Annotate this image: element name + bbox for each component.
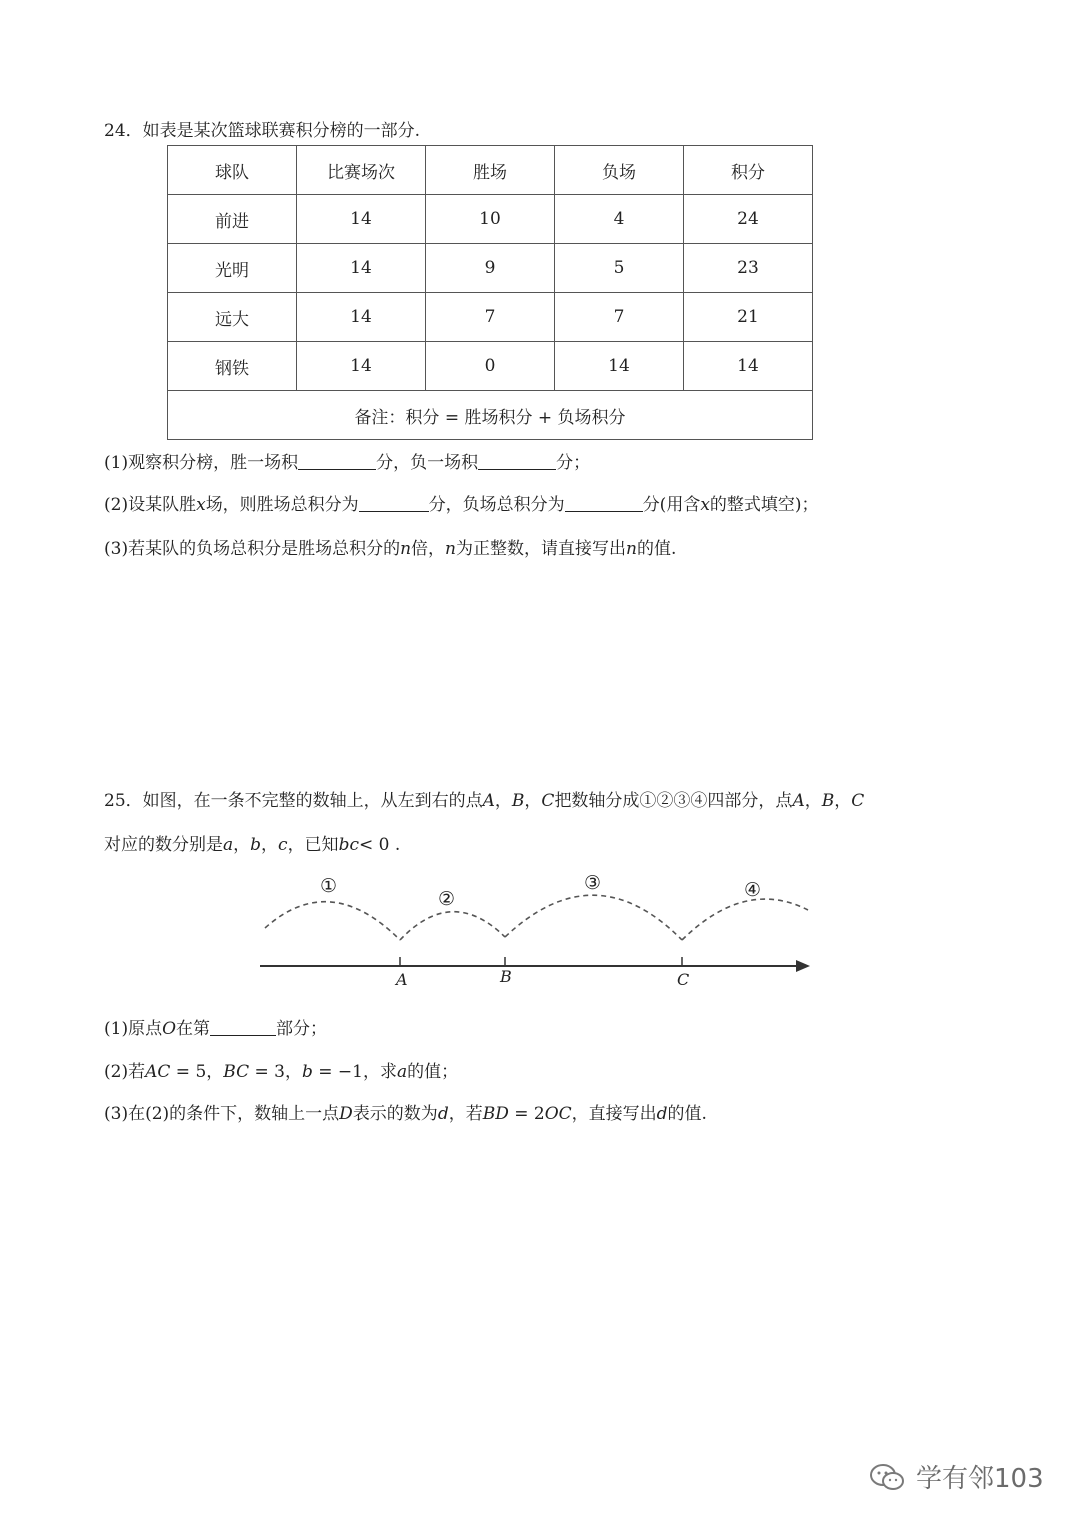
text: 的整式填空)； xyxy=(709,495,819,515)
text: = 2 xyxy=(508,1104,545,1124)
text: = 5， xyxy=(170,1062,224,1082)
text: (1)原点 xyxy=(104,1019,163,1039)
answer-blank[interactable] xyxy=(210,1019,276,1036)
arc-part-4 xyxy=(682,899,808,940)
math-var: C xyxy=(541,791,555,811)
table-cell: 前进 xyxy=(168,195,297,244)
point-label-c: C xyxy=(677,970,690,989)
text: (3)若某队的负场总积分是胜场总积分的 xyxy=(104,539,401,559)
text: 25．如图，在一条不完整的数轴上，从左到右的点 xyxy=(104,791,483,811)
text: ， xyxy=(834,791,852,811)
arc-part-1 xyxy=(265,902,400,940)
text: 为正整数，请直接写出 xyxy=(456,539,626,559)
table-cell: 14 xyxy=(555,342,684,391)
table-cell: 5 xyxy=(555,244,684,293)
arc-part-2 xyxy=(400,912,505,940)
math-var: n xyxy=(445,539,456,559)
wechat-icon xyxy=(868,1462,908,1494)
table-cell: 23 xyxy=(684,244,813,293)
text: 倍， xyxy=(411,539,446,559)
math-var: x xyxy=(700,495,710,515)
table-cell: 钢铁 xyxy=(168,342,297,391)
text: 部分； xyxy=(276,1019,328,1039)
math-var: AC xyxy=(145,1062,171,1082)
table-cell: 24 xyxy=(684,195,813,244)
math-var: b xyxy=(250,835,262,855)
q25-part2 xyxy=(104,1057,458,1082)
text: (2)若 xyxy=(104,1062,146,1082)
text: ，已知 xyxy=(287,835,339,855)
header-cell: 胜场 xyxy=(426,146,555,195)
math-var: c xyxy=(278,835,288,855)
header-cell: 球队 xyxy=(168,146,297,195)
part-label-1: ① xyxy=(320,875,338,897)
header-cell: 负场 xyxy=(555,146,684,195)
text: 对应的数分别是 xyxy=(104,835,223,855)
math-var: n xyxy=(626,539,637,559)
text: < 0 . xyxy=(358,835,401,855)
table-note: 备注：积分 = 胜场积分 + 负场积分 xyxy=(168,391,813,440)
watermark-text: 学有邻103 xyxy=(916,1464,1044,1494)
q25-part1 xyxy=(104,1014,327,1039)
table-cell: 远大 xyxy=(168,293,297,342)
text: 分，负场总积分为 xyxy=(428,495,565,515)
math-var: a xyxy=(223,835,234,855)
point-label-a: A xyxy=(396,970,408,989)
math-var: d xyxy=(656,1104,668,1124)
text: (3)在(2)的条件下，数轴上一点 xyxy=(104,1104,340,1124)
text: 分(用含 xyxy=(642,495,701,515)
math-var: C xyxy=(851,791,865,811)
math-var: d xyxy=(437,1104,449,1124)
point-label-b: B xyxy=(500,967,512,986)
text: (2)设某队胜 xyxy=(104,495,197,515)
text: 表示的数为 xyxy=(352,1104,438,1124)
table-cell: 14 xyxy=(297,342,426,391)
text: 把数轴分成①②③④四部分，点 xyxy=(554,791,793,811)
text: ， xyxy=(494,791,512,811)
text: ， xyxy=(804,791,822,811)
table-cell: 14 xyxy=(297,293,426,342)
arc-part-3 xyxy=(505,895,682,940)
text: = −1，求 xyxy=(312,1062,397,1082)
text: 分； xyxy=(556,453,591,473)
math-var: BD xyxy=(482,1104,509,1124)
math-var: O xyxy=(162,1019,177,1039)
text: ， xyxy=(261,835,279,855)
math-expr: bc xyxy=(338,835,359,855)
table-cell: 7 xyxy=(555,293,684,342)
q25-part3 xyxy=(104,1099,707,1124)
text: 分，负一场积 xyxy=(376,453,479,473)
table-cell: 14 xyxy=(684,342,813,391)
math-var: B xyxy=(821,791,835,811)
q24-title: 24．如表是某次篮球联赛积分榜的一部分. xyxy=(104,121,421,141)
math-var: BC xyxy=(223,1062,250,1082)
math-var: a xyxy=(396,1062,408,1082)
table-cell: 0 xyxy=(426,342,555,391)
math-var: OC xyxy=(544,1104,572,1124)
table-cell: 4 xyxy=(555,195,684,244)
math-var: D xyxy=(339,1104,353,1124)
table-cell: 10 xyxy=(426,195,555,244)
table-cell: 光明 xyxy=(168,244,297,293)
text: ，若 xyxy=(448,1104,483,1124)
math-var: b xyxy=(301,1062,313,1082)
math-var: A xyxy=(482,791,495,811)
text: (1)观察积分榜，胜一场积 xyxy=(104,453,299,473)
text: ， xyxy=(233,835,251,855)
text: ， xyxy=(524,791,542,811)
part-label-2: ② xyxy=(438,888,456,910)
math-var: n xyxy=(400,539,412,559)
table-cell: 14 xyxy=(297,195,426,244)
text: 的值. xyxy=(667,1104,707,1124)
part-label-4: ④ xyxy=(744,879,762,901)
text: = 3， xyxy=(249,1062,302,1082)
math-var: x xyxy=(196,495,206,515)
table-cell: 21 xyxy=(684,293,813,342)
table-cell: 7 xyxy=(426,293,555,342)
text: 的值； xyxy=(407,1062,459,1082)
text: ，直接写出 xyxy=(571,1104,657,1124)
header-cell: 比赛场次 xyxy=(297,146,426,195)
table-cell: 14 xyxy=(297,244,426,293)
text: 在第 xyxy=(176,1019,211,1039)
part-label-3: ③ xyxy=(584,872,602,894)
text: 的值. xyxy=(636,539,677,559)
axis-arrow-icon xyxy=(796,960,810,972)
math-var: A xyxy=(792,791,805,811)
header-cell: 积分 xyxy=(684,146,813,195)
text: 场，则胜场总积分为 xyxy=(205,495,359,515)
table-cell: 9 xyxy=(426,244,555,293)
math-var: B xyxy=(511,791,525,811)
